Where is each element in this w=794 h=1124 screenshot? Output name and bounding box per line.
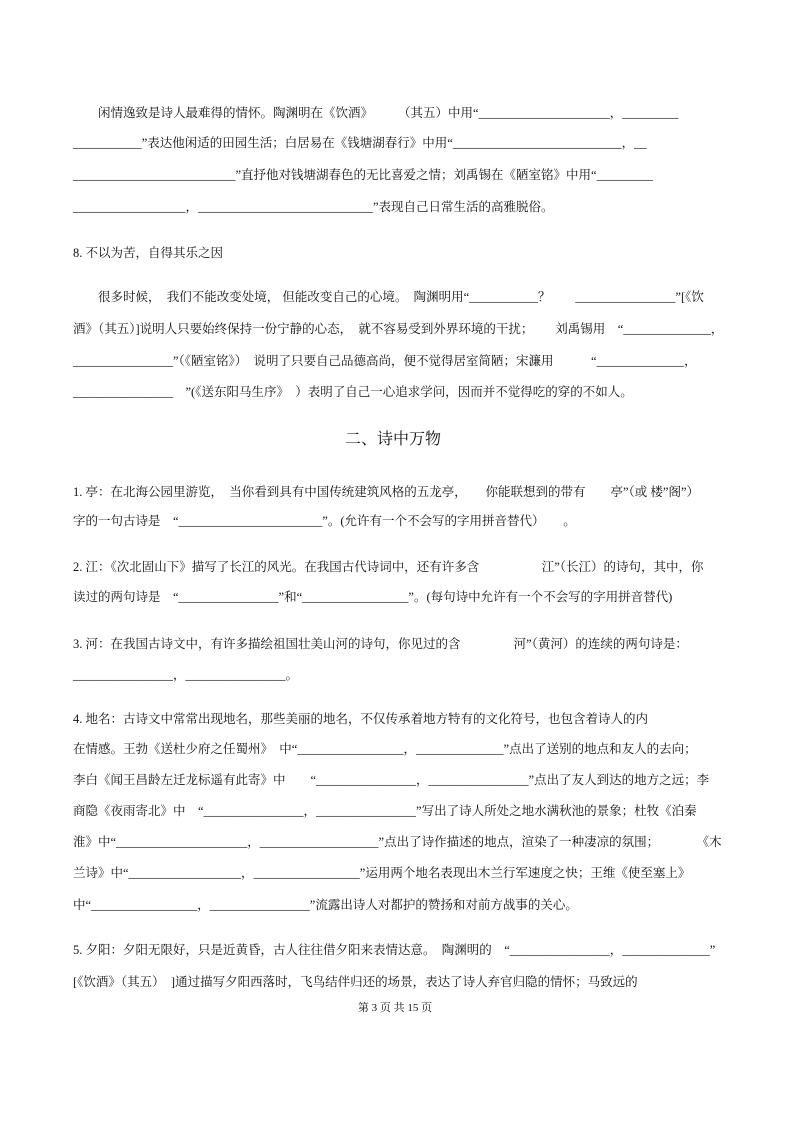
item-4-line: 4. 地名：古诗文中常常出现地名，那些美丽的地名，不仅传承着地方特有的文化符号，也包含着诗人的内 [73,712,649,726]
item-8-title: 8. 不以为苦，自得其乐之因 [73,246,224,260]
item-4-line: 李白《闻王昌龄左迁龙标遥有此寄》中 “________________，________________”点出了友人到达的地方之远；李 [73,773,710,787]
item-4-line: 中“_________________，________________”流露出诗人对都护的赞扬和对前方战事的关心。 [73,898,578,912]
item-4-line: 兰诗》中“__________________，_________________”运用两个地名表现出木兰行军速度之快；王维《使至塞上》 [73,866,691,880]
item-8-line: 酒》（其五）]说明人只要始终保持一份宁静的心态， 就不容易受到外界环境的干扰； 刘禹锡用 “______________， [73,322,724,336]
item-5-line: 5. 夕阳：夕阳无限好，只是近黄昏，古人往往借夕阳来表情达意。 陶渊明的 “________________，______________” [73,943,716,957]
intro-passage-line: __________________，____________________________”表现自己日常生活的高雅脱俗。 [73,200,554,214]
intro-passage-line: __________________________”直抒他对钱塘湖春色的无比喜爱之情；刘禹锡在《陋室铭》中用“_________ [73,168,653,182]
item-1-line: 字的一句古诗是 “_______________________”。(允许有一个不会写的字用拼音替代） 。 [73,514,576,528]
item-1-line: 1. 亭：在北海公园里游览， 当你看到具有中国传统建筑风格的五龙亭， 你能联想到的带有 亭”（或 楼”阁”） [73,485,700,499]
section-heading: 二、诗中万物 [344,431,441,448]
item-4-line: 淮》中“_____________________，___________________”点出了诗作描述的地点，渲染了一种凄凉的氛围； 《木 [73,835,722,849]
intro-passage-line: 闲情逸致是诗人最难得的情怀。陶渊明在《饮酒》 （其五）中用“_____________________，_________ [98,106,679,120]
item-8-line: ________________”（《陋室铭》） 说明了只要自己品德高尚，便不觉得居室简陋；宋濂用 “______________， [73,354,697,368]
item-3-line: ________________，________________。 [73,668,299,682]
item-4-line: 商隐《夜雨寄北》中 “________________，________________”写出了诗人所处之地水满秋池的景象；杜牧《泊秦 [73,804,697,818]
item-3-line: 3. 河：在我国古诗文中，有许多描绘祖国壮美山河的诗句，你见过的含 河”（黄河）的连续的两句诗是： [73,637,688,651]
item-8-line: 很多时候， 我们不能改变处境， 但能改变自己的心境。 陶渊明用“___________？ ________________”[《饮 [98,290,704,304]
item-2-line: 2. 江：《次北固山下》描写了长江的风光。在我国古代诗词中，还有许多含 江”（长江）的诗句，其中，你 [73,560,704,574]
item-5-line: [《饮酒》（其五） ]通过描写夕阳西落时，飞鸟结伴归还的场景，表达了诗人弃官归隐的情怀；马致远的 [73,975,638,989]
page-number: 第 3 页 共 15 页 [357,1002,433,1014]
intro-passage-line: ___________”表达他闲适的田园生活；白居易在《钱塘湖春行》中用“___________________________，__ [73,136,647,150]
item-8-line: ________________ ”(《送东阳马生序》 ）表明了自己一心追求学问，因而并不觉得吃的穿的不如人。 [73,385,633,399]
item-4-line: 在情感。王勃《送杜少府之任蜀州》 中“_________________，______________”点出了送别的地点和友人的去向； [73,742,697,756]
item-2-line: 读过的两句诗是 “________________”和“_________________”。(每句诗中允许有一个不会写的字用拼音替代) [73,590,673,604]
